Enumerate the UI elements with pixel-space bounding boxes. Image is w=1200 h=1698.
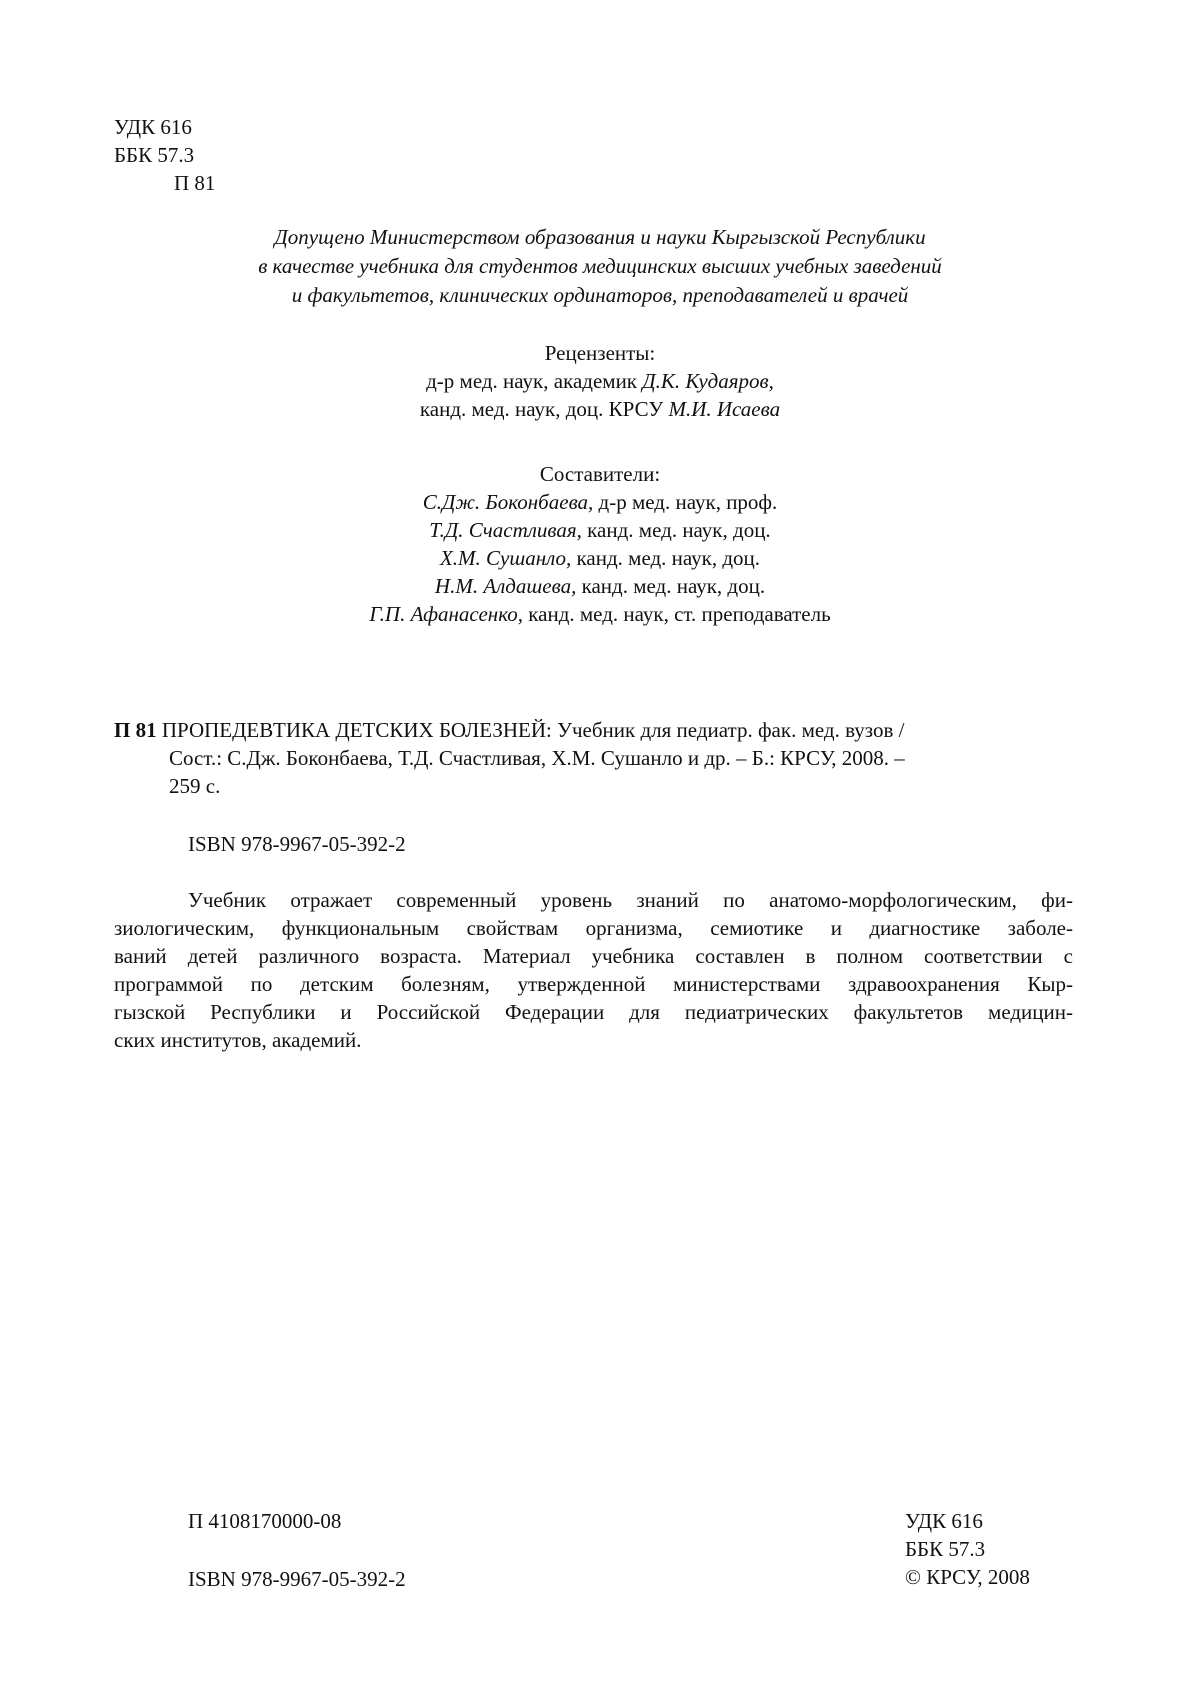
- reviewer-credentials: канд. мед. наук, доц. КРСУ: [419, 397, 669, 421]
- author-mark: П 81: [174, 171, 216, 195]
- approval-line: Допущено Министерством образования и науки Кыргызской Республики: [274, 225, 926, 249]
- reviewer-credentials: д-р мед. наук, академик: [426, 369, 643, 393]
- compiler-credentials: канд. мед. наук, доц.: [571, 546, 761, 570]
- abstract-line: гызской Республики и Российской Федерации для педиатрических факультетов медицин-: [114, 1000, 1073, 1024]
- imprint-isbn: ISBN 978-9967-05-392-2: [188, 1567, 406, 1591]
- classification-codes-top: [114, 113, 215, 197]
- abstract-line: ваний детей различного возраста. Материал учебника составлен в полном соответствии с: [114, 944, 1073, 968]
- compiler-line: [120, 600, 1080, 628]
- compiler-line: [120, 572, 1080, 600]
- approval-line: и факультетов, клинических ординаторов, преподавателей и врачей: [291, 283, 909, 307]
- isbn-main: ISBN 978-9967-05-392-2: [188, 832, 406, 856]
- biblio-line: [114, 716, 1074, 744]
- reviewer-line: [120, 395, 1080, 423]
- imprint-copyright: © КРСУ, 2008: [905, 1565, 1030, 1589]
- abstract-line: зиологическим, функциональным свойствам организма, семиотике и диагностике заболе-: [114, 916, 1073, 940]
- compilers-heading: Составители:: [539, 462, 661, 486]
- compiler-line: [120, 516, 1080, 544]
- compiler-name: Г.П. Афанасенко,: [369, 602, 523, 626]
- biblio-title: ПРОПЕДЕВТИКА ДЕТСКИХ БОЛЕЗНЕЙ: Учебник для педиатр. фак. мед. вузов /: [156, 718, 905, 742]
- compiler-credentials: канд. мед. наук, доц.: [576, 574, 766, 598]
- imprint-right: [905, 1507, 1030, 1591]
- approval-line: в качестве учебника для студентов медицинских высших учебных заведений: [258, 254, 942, 278]
- biblio-line: 259 с.: [169, 774, 221, 798]
- reviewer-name: М.И. Исаева: [668, 397, 781, 421]
- reviewers-heading: Рецензенты:: [544, 341, 656, 365]
- compiler-line: [120, 488, 1080, 516]
- compiler-credentials: д-р мед. наук, проф.: [593, 490, 778, 514]
- udk-code: УДК 616: [114, 115, 192, 139]
- biblio-line: Сост.: С.Дж. Боконбаева, Т.Д. Счастливая, Х.М. Сушанло и др. – Б.: КРСУ, 2008. –: [169, 746, 905, 770]
- abstract-line: ских институтов, академий.: [114, 1028, 362, 1052]
- imprint-udk: УДК 616: [905, 1509, 983, 1533]
- reviewer-line: [120, 367, 1080, 395]
- compiler-name: С.Дж. Боконбаева,: [422, 490, 594, 514]
- compiler-name: Т.Д. Счастливая,: [429, 518, 582, 542]
- biblio-mark: П 81: [114, 718, 157, 742]
- imprint-bbk: ББК 57.3: [905, 1537, 986, 1561]
- compiler-credentials: канд. мед. наук, доц.: [581, 518, 771, 542]
- abstract-line: Учебник отражает современный уровень знаний по анатомо-морфологическим, фи-: [188, 888, 1073, 912]
- compiler-name: Х.М. Сушанло,: [439, 546, 572, 570]
- reviewers-block: [120, 339, 1080, 423]
- reviewer-name: Д.К. Кудаяров,: [642, 369, 774, 393]
- compiler-credentials: канд. мед. наук, ст. преподаватель: [523, 602, 831, 626]
- abstract-line: программой по детским болезням, утвержденной министерствами здравоохранения Кыр-: [114, 972, 1073, 996]
- abstract-paragraph: [114, 886, 1073, 1054]
- compiler-line: [120, 544, 1080, 572]
- imprint-left: [188, 1507, 406, 1593]
- imprint-code: П 4108170000-08: [188, 1509, 342, 1533]
- imprint-spacer: [188, 1535, 406, 1565]
- compiler-name: Н.М. Алдашева,: [434, 574, 577, 598]
- approval-statement: [120, 223, 1080, 310]
- bibliographic-entry: [114, 716, 1074, 800]
- bbk-code: ББК 57.3: [114, 143, 195, 167]
- compilers-block: [120, 460, 1080, 628]
